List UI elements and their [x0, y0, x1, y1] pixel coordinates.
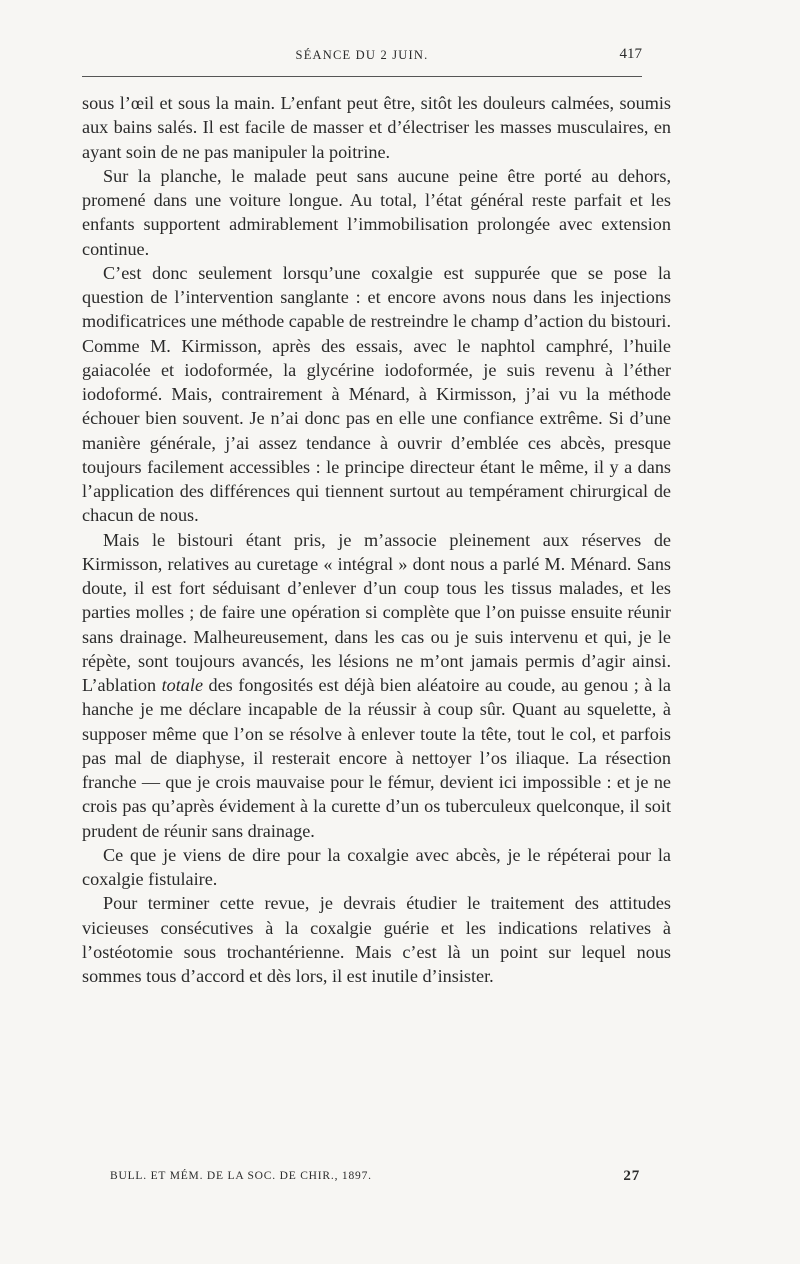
paragraph-1: sous l’œil et sous la main. L’enfant peut être, sitôt les douleurs calmées, soumis aux bains salés. Il est facile de masser et d’électriser les masses musculaires, en ayant soin de ne pas manipuler la poitrine. [82, 93, 671, 162]
paragraph-6: Pour terminer cette revue, je devrais étudier le traitement des attitudes vicieuses consécutives à la coxalgie guérie et les indications relatives à l’ostéotomie sous trochantérienne. Mais c’est là un point sur lequel nous sommes tous d’accord et dès lors, il est inutile d’insister. [82, 893, 671, 986]
body-text [82, 91, 671, 988]
running-title: SÉANCE DU 2 JUIN. [295, 48, 429, 62]
paragraph-4-part-1: Mais le bistouri étant pris, je m’associe pleinement aux réserves de Kirmisson, relatives au curetage « intégral » dont nous a parlé M. Ménard. Sans doute, il est fort séduisant d’enlever d’un coup tous les tissus malades, et les parties molles ; de faire une opération si complète que l’on puisse ensuite réunir sans drainage. Malheureusement, dans les cas ou je suis intervenu et qui, je le répète, sont toujours avancés, les lésions ne m’ont jamais permis d’agir ainsi. L’ablation [82, 529, 671, 695]
emphasis-totale: totale [161, 675, 204, 695]
paragraph-4 [82, 528, 671, 843]
page-number: 417 [619, 46, 642, 62]
footer-signature: 27 [623, 1168, 640, 1184]
footer [110, 1170, 640, 1190]
running-head [82, 48, 642, 72]
paragraph-5: Ce que je viens de dire pour la coxalgie avec abcès, je le répéterai pour la coxalgie fistulaire. [82, 844, 671, 889]
paragraph-4-part-2: des fongosités est déjà bien aléatoire au coude, au genou ; à la hanche je me déclare incapable de la réussir à coup sûr. Quant au squelette, à supposer même que l’on se résolve à enlever toute la tête, tout le col, et parfois pas mal de diaphyse, il resterait encore à nettoyer l’os iliaque. La résection franche — que je crois mauvaise pour le fémur, devient ici impossible : et je ne crois pas qu’après évidement à la curette d’un os tuberculeux quelconque, il soit prudent de réunir sans drainage. [82, 675, 671, 841]
header-rule [82, 76, 642, 77]
paragraph-2: Sur la planche, le malade peut sans aucune peine être porté au dehors, promené dans une voiture longue. Au total, l’état général reste parfait et les enfants supportent admirablement l’immobilisation prolongée avec extension continue. [82, 165, 671, 259]
paragraph-3: C’est donc seulement lorsqu’une coxalgie est suppurée que se pose la question de l’intervention sanglante : et encore avons nous dans les injections modificatrices une méthode capable de restreindre le champ d’action du bistouri. Comme M. Kirmisson, après des essais, avec le naphtol camphré, l’huile gaiacolée et iodoformée, la glycérine iodoformée, je suis revenu à l’éther iodoformé. Mais, contrairement à Ménard, à Kirmisson, j’ai vu la méthode échouer bien souvent. Je n’ai donc pas en elle une confiance extrême. Si d’une manière générale, j’ai assez tendance à ouvrir d’emblée ces abcès, presque toujours facilement accessibles : le principe directeur étant le même, il y a dans l’application des différences qui tiennent surtout au tempérament chirurgical de chacun de nous. [82, 262, 671, 526]
footer-journal: BULL. ET MÉM. DE LA SOC. DE CHIR., 1897. [110, 1170, 372, 1182]
